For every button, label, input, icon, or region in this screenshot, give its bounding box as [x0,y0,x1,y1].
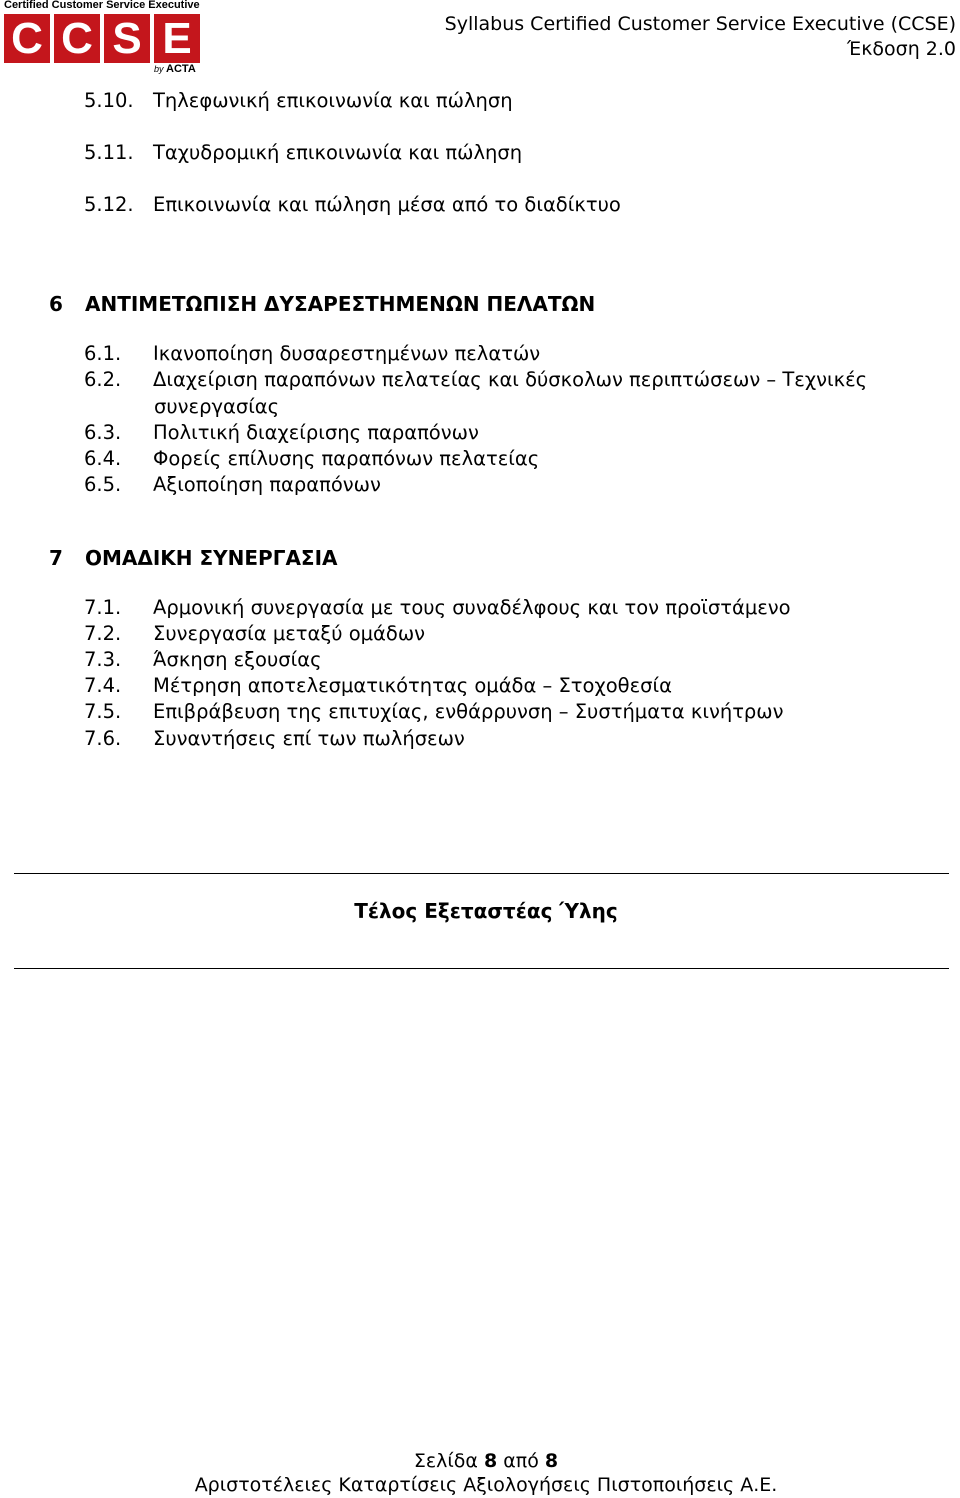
chapter-title: ΟΜΑΔΙΚΗ ΣΥΝΕΡΓΑΣΙΑ [85,546,338,570]
chapter-heading [49,292,595,316]
chapter-number: 7 [49,546,63,570]
footer-company: Αριστοτέλειες Καταρτίσεις Αξιολογήσεις Πιστοποιήσεις Α.Ε. [194,1474,778,1496]
toc-item-number: 7.3. [84,648,122,671]
toc-item-text: Αρμονική συνεργασία με τους συναδέλφους και τον προϊστάμενο [153,596,791,619]
toc-item-number: 6.1. [84,342,122,365]
toc-item [84,192,621,218]
toc-item-number: 5.10. [84,89,134,112]
toc-item-text: Ταχυδρομική επικοινωνία και πώληση [153,141,523,164]
toc-item [84,726,465,752]
toc-item [84,367,867,393]
toc-item-text: Μέτρηση αποτελεσματικότητας ομάδα – Στοχοθεσία [153,674,672,697]
page-separator: από [503,1450,539,1472]
logo-caption: Certified Customer Service Executive [4,0,200,11]
horizontal-rule [14,873,949,874]
chapter-title: ΑΝΤΙΜΕΤΩΠΙΣΗ ΔΥΣΑΡΕΣΤΗΜΕΝΩΝ ΠΕΛΑΤΩΝ [85,292,596,316]
logo-letter: S [104,14,150,63]
end-of-syllabus-title: Τέλος Εξεταστέας Ύλης [354,899,618,923]
chapter-heading [49,546,338,570]
toc-item [84,140,522,166]
logo-by-acta [154,63,196,75]
toc-item-number: 7.1. [84,596,122,619]
logo-letter: E [154,14,200,63]
toc-item-number: 7.2. [84,622,122,645]
version-label: Έκδοση 2.0 [847,38,956,60]
toc-item-text: Αξιοποίηση παραπόνων [153,473,381,496]
toc-item-number: 5.12. [84,193,134,216]
toc-item-text: Φορείς επίλυσης παραπόνων πελατείας [153,447,540,470]
logo-letter: C [4,14,50,63]
toc-item [84,341,540,367]
toc-item [84,699,784,725]
logo-letter: C [54,14,100,63]
toc-item-number: 6.4. [84,447,122,470]
toc-item [84,88,513,114]
toc-item-number: 7.5. [84,700,122,723]
toc-item-number: 7.6. [84,727,122,750]
toc-item-number: 6.5. [84,473,122,496]
horizontal-rule [14,968,949,969]
document-header [445,12,956,62]
toc-item-text: Συνεργασία μεταξύ ομάδων [153,622,426,645]
toc-item-text: Επιβράβευση της επιτυχίας, ενθάρρυνση – Συστήματα κινήτρων [153,700,784,723]
logo-letters [4,14,200,63]
toc-item [84,595,791,621]
toc-item-text: Άσκηση εξουσίας [153,648,322,671]
toc-item [84,420,479,446]
toc-item [84,621,425,647]
toc-item-text: Διαχείριση παραπόνων πελατείας και δύσκολων περιπτώσεων – Τεχνικές [153,368,868,391]
ccse-logo [2,0,202,76]
toc-item-text: Επικοινωνία και πώληση μέσα από το διαδίκτυο [153,193,621,216]
toc-item-text: Ικανοποίηση δυσαρεστημένων πελατών [153,342,541,365]
toc-item [84,673,672,699]
chapter-number: 6 [49,292,63,316]
toc-item-number: 6.2. [84,368,122,391]
logo-brand: ACTA [166,63,196,75]
toc-item-text: Συναντήσεις επί των πωλήσεων [153,727,465,750]
toc-item-text: Πολιτική διαχείρισης παραπόνων [153,421,479,444]
toc-item-continuation: συνεργασίας [154,395,280,418]
toc-item-number: 7.4. [84,674,122,697]
page-total: 8 [544,1450,559,1472]
page-current: 8 [484,1450,498,1472]
toc-item [84,446,539,472]
toc-item-text: Τηλεφωνική επικοινωνία και πώληση [153,89,513,112]
logo-by: by [154,64,164,74]
toc-item [84,472,381,498]
syllabus-title: Syllabus Certified Customer Service Executive (CCSE) [444,13,956,35]
page-prefix: Σελίδα [413,1450,478,1472]
toc-item [84,647,322,673]
toc-item-number: 6.3. [84,421,122,444]
toc-item-number: 5.11. [84,141,134,164]
page-number [0,1450,960,1472]
